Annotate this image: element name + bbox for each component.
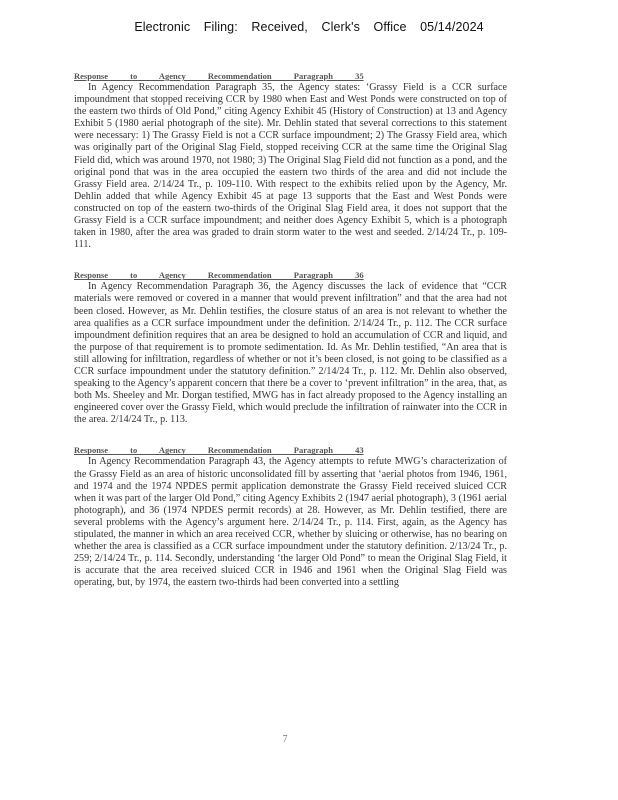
section-text: In Agency Recommendation Paragraph 43, the Agency attempts to refute MWG’s characterization of the Grassy Field as an area of historic unconsolidated fill by asserting that ‘aerial photos from 1946, 1961, and 1974 and the 1974 NPDES permit application demonstrate the Grassy Field received sluiced CCR when it was part of the larger Old Pond,” citing Agency Exhibits 2 (1947 aerial photograph), 3 (1961 aerial photograph), and 36 (1974 NPDES permit records) at 28. However, as Mr. Dehlin testified, there are several problems with the Agency’s argument here. 2/14/24 Tr., p. 114. First, again, as the Agency has stipulated, the manner in which an area received CCR, whether by sluicing or otherwise, has no bearing on whether the area is classified as a CCR surface impoundment under the statutory definition. 2/13/24 Tr., p. 259; 2/14/24 Tr., p. 114. Secondly, understanding ‘the larger Old Pond” to mean the Original Slag Field, it is accurate that the area received sluiced CCR in 1946 and 1961 when the Original Slag Field was operating, but, by 1974, the eastern two-thirds had been converted into a settling	[74, 456, 507, 589]
page-number: 7	[282, 734, 288, 745]
section-paragraph-36	[74, 269, 507, 426]
section-paragraph-43	[74, 444, 507, 589]
document-body	[74, 70, 507, 607]
section-text: In Agency Recommendation Paragraph 36, the Agency discusses the lack of evidence that “CCR materials were removed or covered in a manner that would prevent infiltration” and that the area had not been closed. However, as Mr. Dehlin testifies, the closure status of an area is not relevant to whether the area qualifies as a CCR surface impoundment under the definition. 2/14/24 Tr., p. 112. The CCR surface impoundment definition requires that an area be designed to hold an accumulation of CCR and liquid, and the purpose of that requirement is to promote sedimentation. Id. As Mr. Dehlin testified, “An area that is still allowing for infiltration, regardless of whether or not it’s been closed, is not going to be classified as a CCR surface impoundment under the statutory definition.” 2/14/24 Tr., p. 112. Mr. Dehlin also observed, speaking to the Agency’s apparent concern that there be a cover to ‘prevent infiltration” in the area, that, as both Ms. Sheeley and Mr. Dorgan testified, MWG has in fact already proposed to the Agency installing an engineered cover over the Grassy Field, which would preclude the infiltration of rainwater into the CCR in the area. 2/14/24 Tr., p. 113.	[74, 281, 507, 426]
section-text: In Agency Recommendation Paragraph 35, the Agency states: ‘Grassy Field is a CCR surface impoundment that stopped receiving CCR by 1980 when East and West Ponds were constructed on top of the eastern two thirds of Old Pond,” citing Agency Exhibit 45 (History of Construction) at 13 and Agency Exhibit 5 (1980 aerial photograph of the site). Mr. Dehlin stated that several corrections to this statement were necessary: 1) The Grassy Field is not a CCR surface impoundment; 2) The Grassy Field area, which was originally part of the Original Slag Field, stopped receiving CCR at the same time the Original Slag Field did, which was around 1970, not 1980; 3) The Original Slag Field did not function as a pond, and the original pond that was in the area occupied the eastern two thirds of the area and did not include the Grassy Field area. 2/14/24 Tr., p. 109-110. With respect to the exhibits relied upon by the Agency, Mr. Dehlin added that while Agency Exhibit 45 at page 13 supports that the East and West Ponds were constructed on top of the eastern two-thirds of the Original Slag Field area, it does not support that the Grassy Field is a CCR surface impoundment; and neither does Agency Exhibit 5, which is a photograph taken in 1980, after the area was graded to drain storm water to the west and seeded. 2/14/24 Tr., p. 109-111.	[74, 82, 507, 251]
section-heading: Response to Agency Recommendation Paragraph 35	[74, 71, 364, 81]
efiling-header: Electronic Filing: Received, Clerk's Office 05/14/2024	[134, 20, 484, 34]
section-heading: Response to Agency Recommendation Paragraph 43	[74, 445, 364, 456]
section-paragraph-35	[74, 70, 507, 251]
section-heading: Response to Agency Recommendation Paragraph 36	[74, 270, 364, 281]
